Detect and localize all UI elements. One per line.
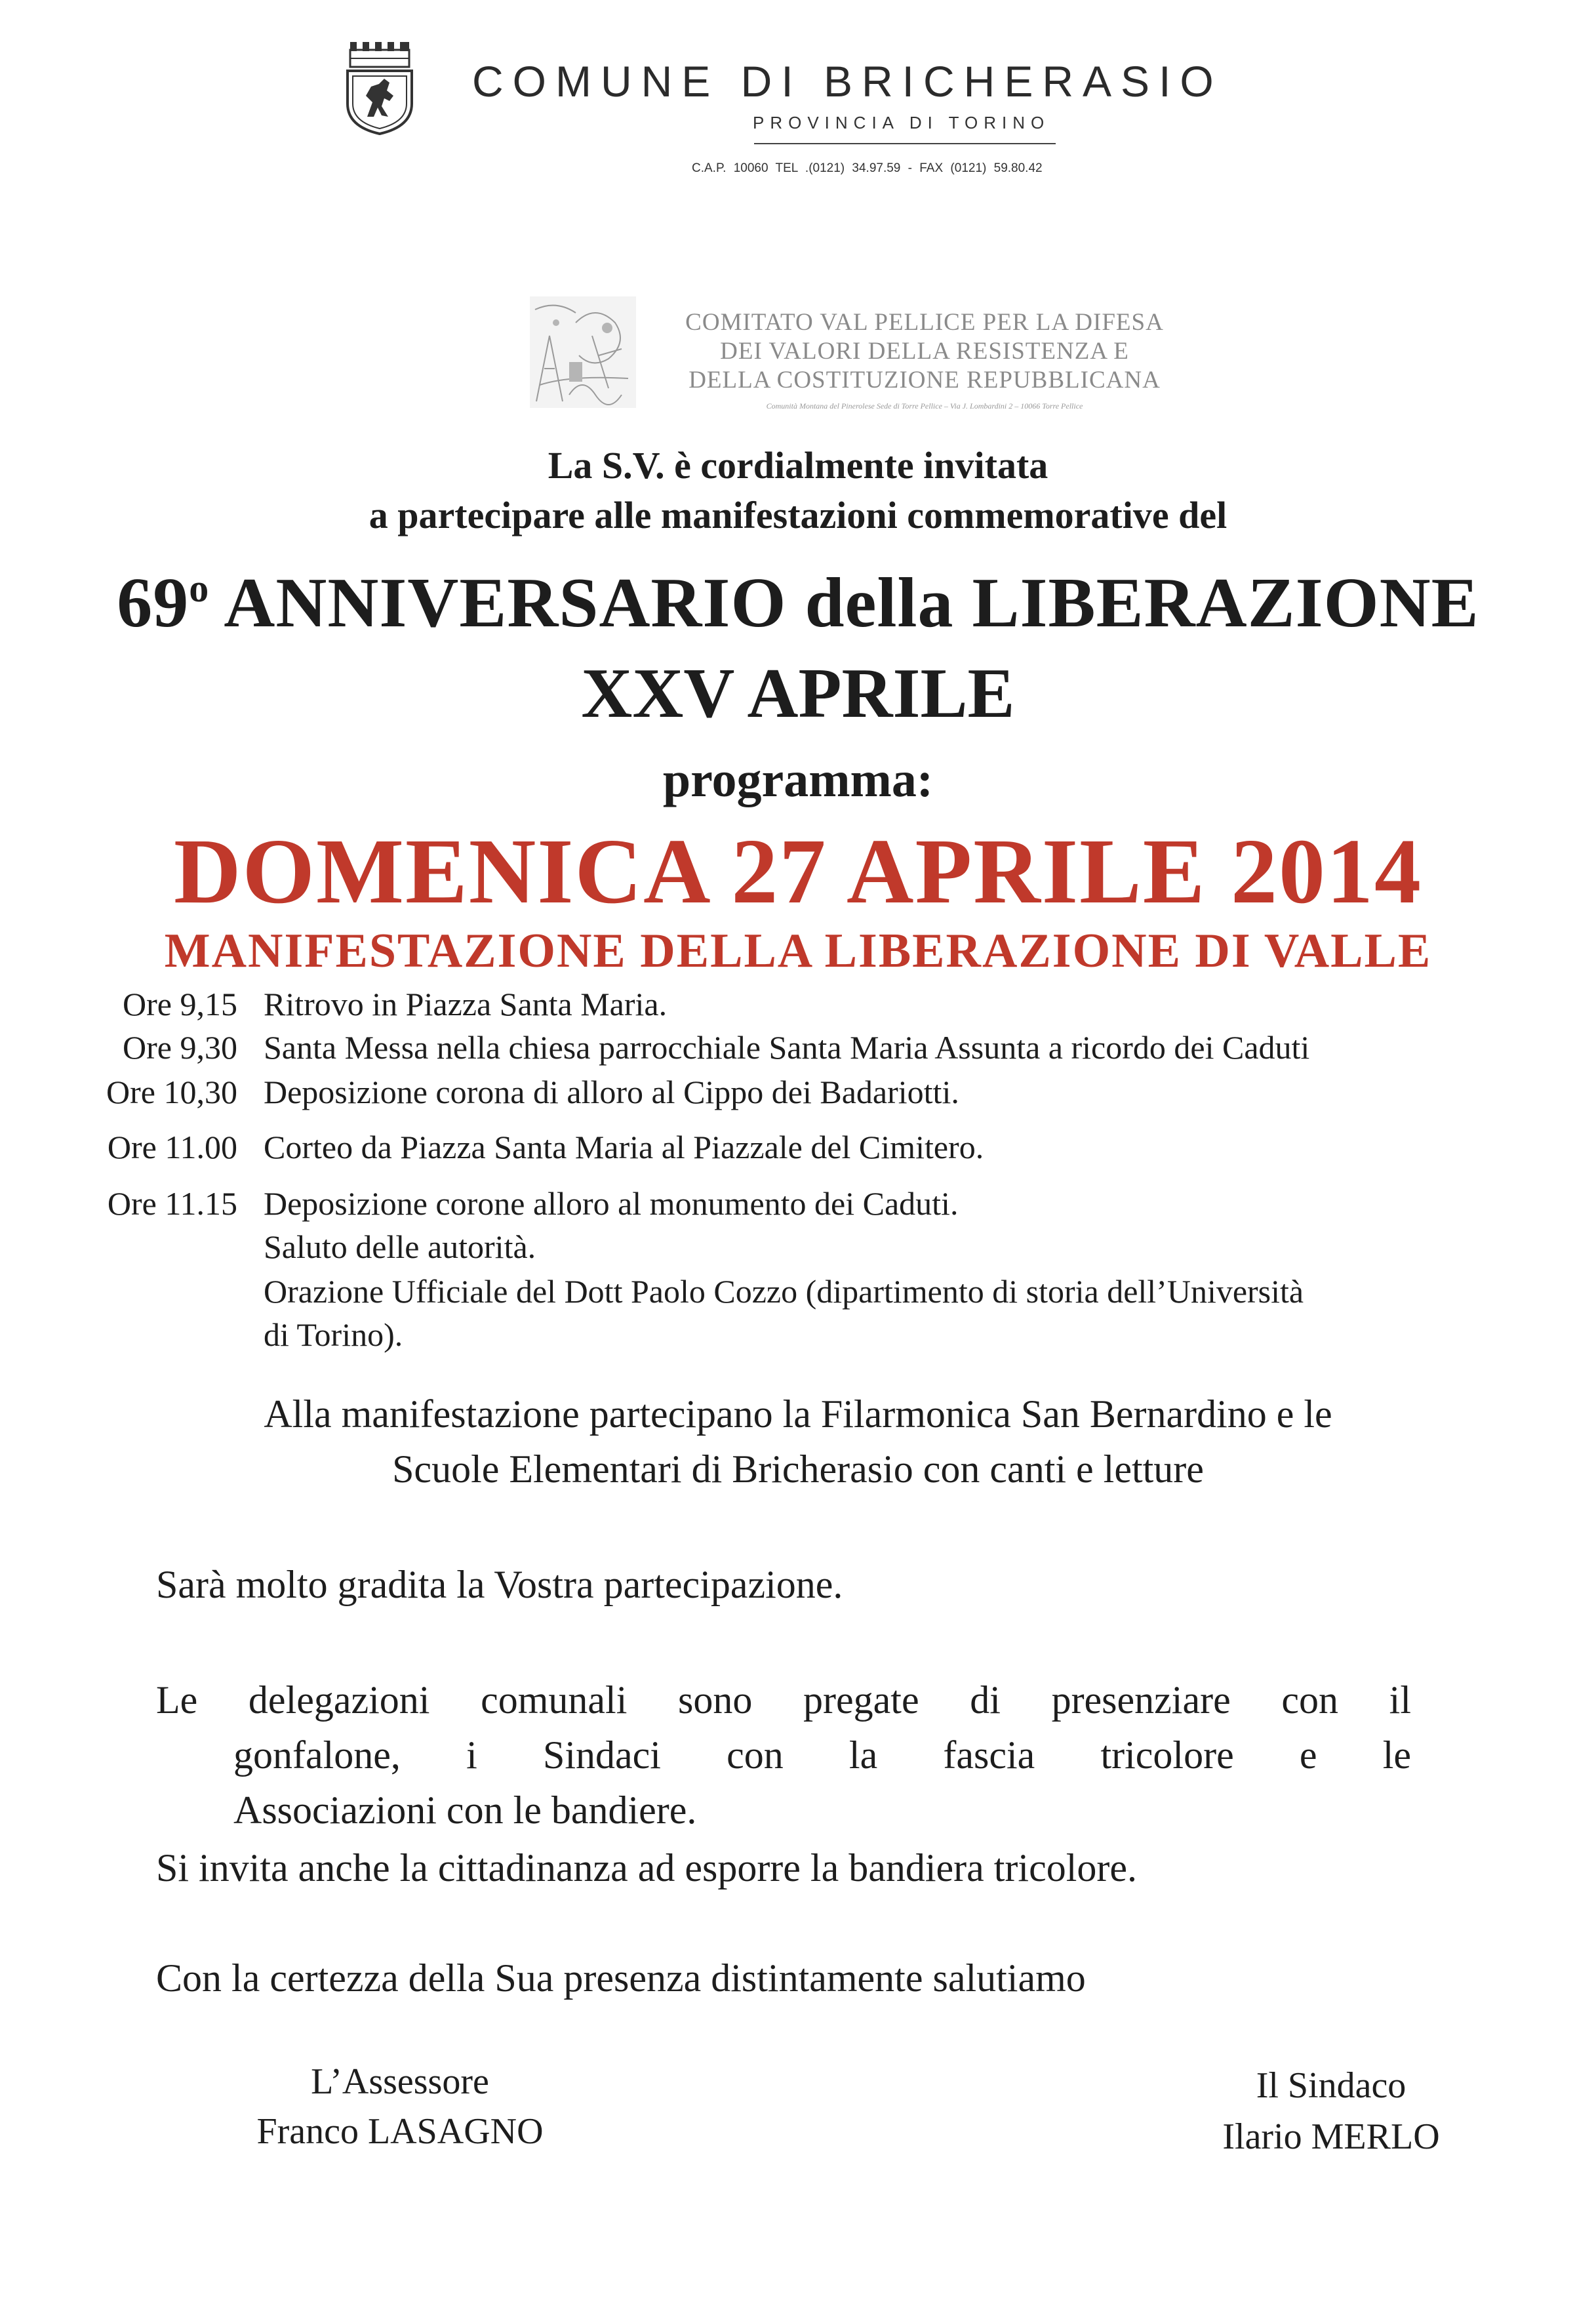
- committee-name: [649, 308, 1200, 395]
- schedule-description: Deposizione corone alloro al monumento dei Caduti.: [264, 1185, 959, 1222]
- schedule-description: Santa Messa nella chiesa parrocchiale Santa Maria Assunta a ricordo dei Caduti: [264, 1029, 1310, 1066]
- ordinal-suffix: o: [189, 567, 210, 610]
- citizens-invitation: Si invita anche la cittadinanza ad esporre la bandiera tricolore.: [156, 1846, 1137, 1889]
- assessore-role: L’Assessore: [311, 2061, 489, 2102]
- schedule-description: Corteo da Piazza Santa Maria al Piazzale del Cimitero.: [264, 1129, 984, 1165]
- assessore-name: Franco LASAGNO: [256, 2111, 544, 2152]
- municipality-name: COMUNE DI BRICHERASIO: [472, 57, 1223, 106]
- committee-emblem-icon: [530, 296, 636, 408]
- delegations-line: gonfalone, i Sindaci con la fascia tricolore e le: [233, 1733, 1411, 1777]
- schedule-description: Ritrovo in Piazza Santa Maria.: [264, 986, 668, 1022]
- contact-details: C.A.P. 10060 TEL .(0121) 34.97.59 - FAX (0121) 59.80.42: [692, 161, 1043, 175]
- schedule-description: di Torino).: [264, 1316, 403, 1353]
- schedule-description: Saluto delle autorità.: [264, 1228, 536, 1265]
- schedule-description: Deposizione corona di alloro al Cippo dei Badariotti.: [264, 1074, 959, 1110]
- invitation-line: La S.V. è cordialmente invitata: [548, 444, 1048, 487]
- anniversary-ordinal: 69: [117, 564, 190, 642]
- event-date: DOMENICA 27 APRILE 2014: [174, 819, 1422, 923]
- committee-line: COMITATO VAL PELLICE PER LA DIFESA: [685, 309, 1164, 336]
- delegations-line: Associazioni con le bandiere.: [233, 1788, 697, 1832]
- closing-greeting: Con la certezza della Sua presenza distintamente salutiamo: [156, 1956, 1086, 2000]
- invitation-line: a partecipare alle manifestazioni commemorative del: [369, 494, 1227, 536]
- mayor-name: Ilario MERLO: [1222, 2116, 1440, 2157]
- mayor-role: Il Sindaco: [1256, 2065, 1406, 2106]
- header-divider: [754, 143, 1056, 144]
- province-name: PROVINCIA DI TORINO: [753, 113, 1050, 132]
- committee-address: Comunità Montana del Pinerolese Sede di Torre Pellice – Via J. Lombardini 2 – 10066 Torre Pellice: [766, 401, 1083, 411]
- schedule-time: Ore 9,30: [123, 1029, 237, 1066]
- schedule-time: Ore 11.00: [107, 1129, 237, 1165]
- coat-of-arms-icon: [341, 38, 418, 136]
- delegations-line: Le delegazioni comunali sono pregate di presenziare con il: [156, 1678, 1411, 1722]
- schedule-time: Ore 10,30: [106, 1074, 237, 1110]
- committee-line: DEI VALORI DELLA RESISTENZA E: [720, 338, 1129, 365]
- welcome-text: Sarà molto gradita la Vostra partecipazione.: [156, 1563, 843, 1606]
- schedule-time: Ore 11.15: [107, 1185, 237, 1222]
- anniversary-subtitle: XXV APRILE: [581, 655, 1015, 733]
- anniversary-title: [0, 563, 1596, 644]
- committee-line: DELLA COSTITUZIONE REPUBBLICANA: [688, 367, 1161, 394]
- schedule-description: Orazione Ufficiale del Dott Paolo Cozzo (dipartimento di storia dell’Università: [264, 1273, 1304, 1310]
- participants-line: Alla manifestazione partecipano la Filarmonica San Bernardino e le: [264, 1392, 1332, 1436]
- participants-line: Scuole Elementari di Bricherasio con canti e letture: [392, 1447, 1204, 1491]
- programme-heading: programma:: [662, 752, 934, 807]
- schedule-time: Ore 9,15: [123, 986, 237, 1022]
- event-name: MANIFESTAZIONE DELLA LIBERAZIONE DI VALLE: [164, 924, 1432, 978]
- anniversary-title-text: ANNIVERSARIO della LIBERAZIONE: [209, 564, 1479, 642]
